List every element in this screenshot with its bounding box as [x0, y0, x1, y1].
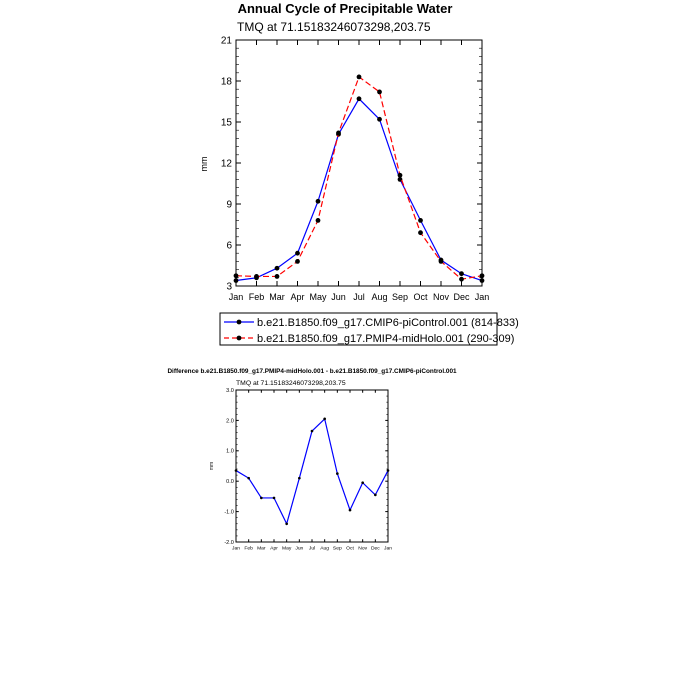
chart1-plot [221, 36, 489, 303]
y-tick-label: 1.0 [226, 448, 234, 455]
y-tick-label: 0.0 [226, 479, 234, 486]
x-tick-label: Jul [353, 292, 365, 302]
y-tick-label: -2.0 [224, 539, 234, 546]
chart2-series-1-point [387, 469, 390, 472]
y-tick-label: 15 [220, 117, 232, 129]
chart2-series-1-point [247, 477, 250, 480]
x-tick-label: Aug [320, 546, 330, 552]
chart2-title: Difference b.e21.B1850.f09_g17.PMIP4-midHolo.001 - b.e21.B1850.f09_g17.CMIP6-piControl.001 [167, 368, 457, 375]
x-tick-label: Jun [295, 546, 304, 552]
x-tick-label: Oct [346, 546, 354, 552]
y-tick-label: 6 [226, 240, 232, 252]
chart2-series-1-point [323, 418, 326, 421]
chart2-series-1-point [336, 472, 339, 475]
x-tick-label: Jan [474, 292, 490, 302]
x-tick-label: Oct [413, 292, 428, 302]
x-tick-label: Feb [248, 292, 265, 302]
chart1-series-1-point [234, 278, 239, 283]
chart1-series-1-point [357, 96, 362, 101]
chart2-series-1-line [236, 419, 388, 524]
x-tick-label: Feb [244, 546, 253, 552]
x-tick-label: May [309, 292, 327, 302]
x-tick-label: Sep [391, 292, 409, 302]
chart1-ylabel: mm [199, 156, 209, 172]
chart2-frame [236, 390, 388, 542]
chart1-series-1-point [275, 266, 280, 271]
chart2-series-1-point [285, 522, 288, 525]
chart1-series-1-point [459, 271, 464, 276]
x-tick-label: Jul [308, 546, 316, 552]
chart1-series-1-point [316, 199, 321, 204]
x-tick-label: Jun [331, 292, 346, 302]
chart1-series-2-line [236, 77, 482, 279]
legend-marker-midholo [237, 336, 242, 341]
y-tick-label: 18 [220, 76, 232, 88]
chart2-series-1-point [311, 430, 314, 433]
y-tick-label: 21 [220, 35, 232, 47]
chart1-series-2-point [377, 90, 382, 95]
x-tick-label: Dec [453, 292, 470, 302]
chart2-series-1-point [361, 481, 364, 484]
chart1-series-2-point [357, 75, 362, 80]
chart1-series-2-point [316, 218, 321, 223]
x-tick-label: Jan [384, 546, 392, 552]
chart1-series-1-point [377, 117, 382, 122]
x-tick-label: Aug [371, 292, 388, 302]
y-tick-label: 3.0 [226, 387, 234, 394]
x-tick-label: Sep [332, 546, 342, 552]
chart1-series-1-point [295, 251, 300, 256]
y-tick-label: 12 [220, 158, 232, 170]
chart1-subtitle: TMQ at 71.15183246073298,203.75 [237, 20, 431, 34]
chart1-series-2-point [439, 259, 444, 264]
x-tick-label: Apr [270, 546, 278, 552]
legend-marker-picontrol [237, 320, 242, 325]
chart1-series-1-point [480, 278, 485, 283]
chart2-series-1-point [273, 497, 276, 500]
chart2-ylabel: mm [209, 461, 215, 471]
chart2-series-1-point [235, 469, 238, 472]
chart1-series-1-line [236, 99, 482, 281]
chart1-series-2-point [254, 274, 259, 279]
chart1-legend [220, 313, 519, 345]
chart1-series-2-point [336, 131, 341, 136]
chart2-series-1-point [260, 497, 263, 500]
chart1-series-1-point [418, 218, 423, 223]
chart2-series-1-point [374, 494, 377, 497]
y-tick-label: 9 [226, 199, 232, 211]
x-tick-label: Mar [269, 292, 285, 302]
x-tick-label: Jan [232, 546, 240, 552]
x-tick-label: Nov [358, 546, 368, 552]
x-tick-label: May [282, 546, 292, 552]
chart2-plot [224, 388, 392, 552]
chart1-title: Annual Cycle of Precipitable Water [237, 1, 453, 16]
chart1-series-2-point [275, 274, 280, 279]
chart2-subtitle: TMQ at 71.15183246073298,203.75 [236, 380, 346, 387]
chart2-series-1-point [349, 509, 352, 512]
y-tick-label: 3 [226, 281, 232, 293]
chart1-series-2-point [295, 259, 300, 264]
x-tick-label: Dec [370, 546, 380, 552]
chart1-series-2-point [234, 273, 239, 278]
x-tick-label: Nov [432, 292, 450, 302]
chart1-series-2-point [459, 277, 464, 282]
legend-label-midholo: b.e21.B1850.f09_g17.PMIP4-midHolo.001 (290-309) [257, 333, 515, 345]
x-tick-label: Mar [257, 546, 266, 552]
y-tick-label: -1.0 [224, 509, 234, 516]
chart1-series-2-point [480, 273, 485, 278]
chart1-series-2-point [398, 173, 403, 178]
chart1-series-2-point [418, 230, 423, 235]
x-tick-label: Apr [290, 292, 305, 302]
x-tick-label: Jan [228, 292, 244, 302]
y-tick-label: 2.0 [226, 418, 234, 425]
legend-label-picontrol: b.e21.B1850.f09_g17.CMIP6-piControl.001 (814-833) [257, 317, 519, 329]
chart2-series-1-point [298, 477, 301, 480]
